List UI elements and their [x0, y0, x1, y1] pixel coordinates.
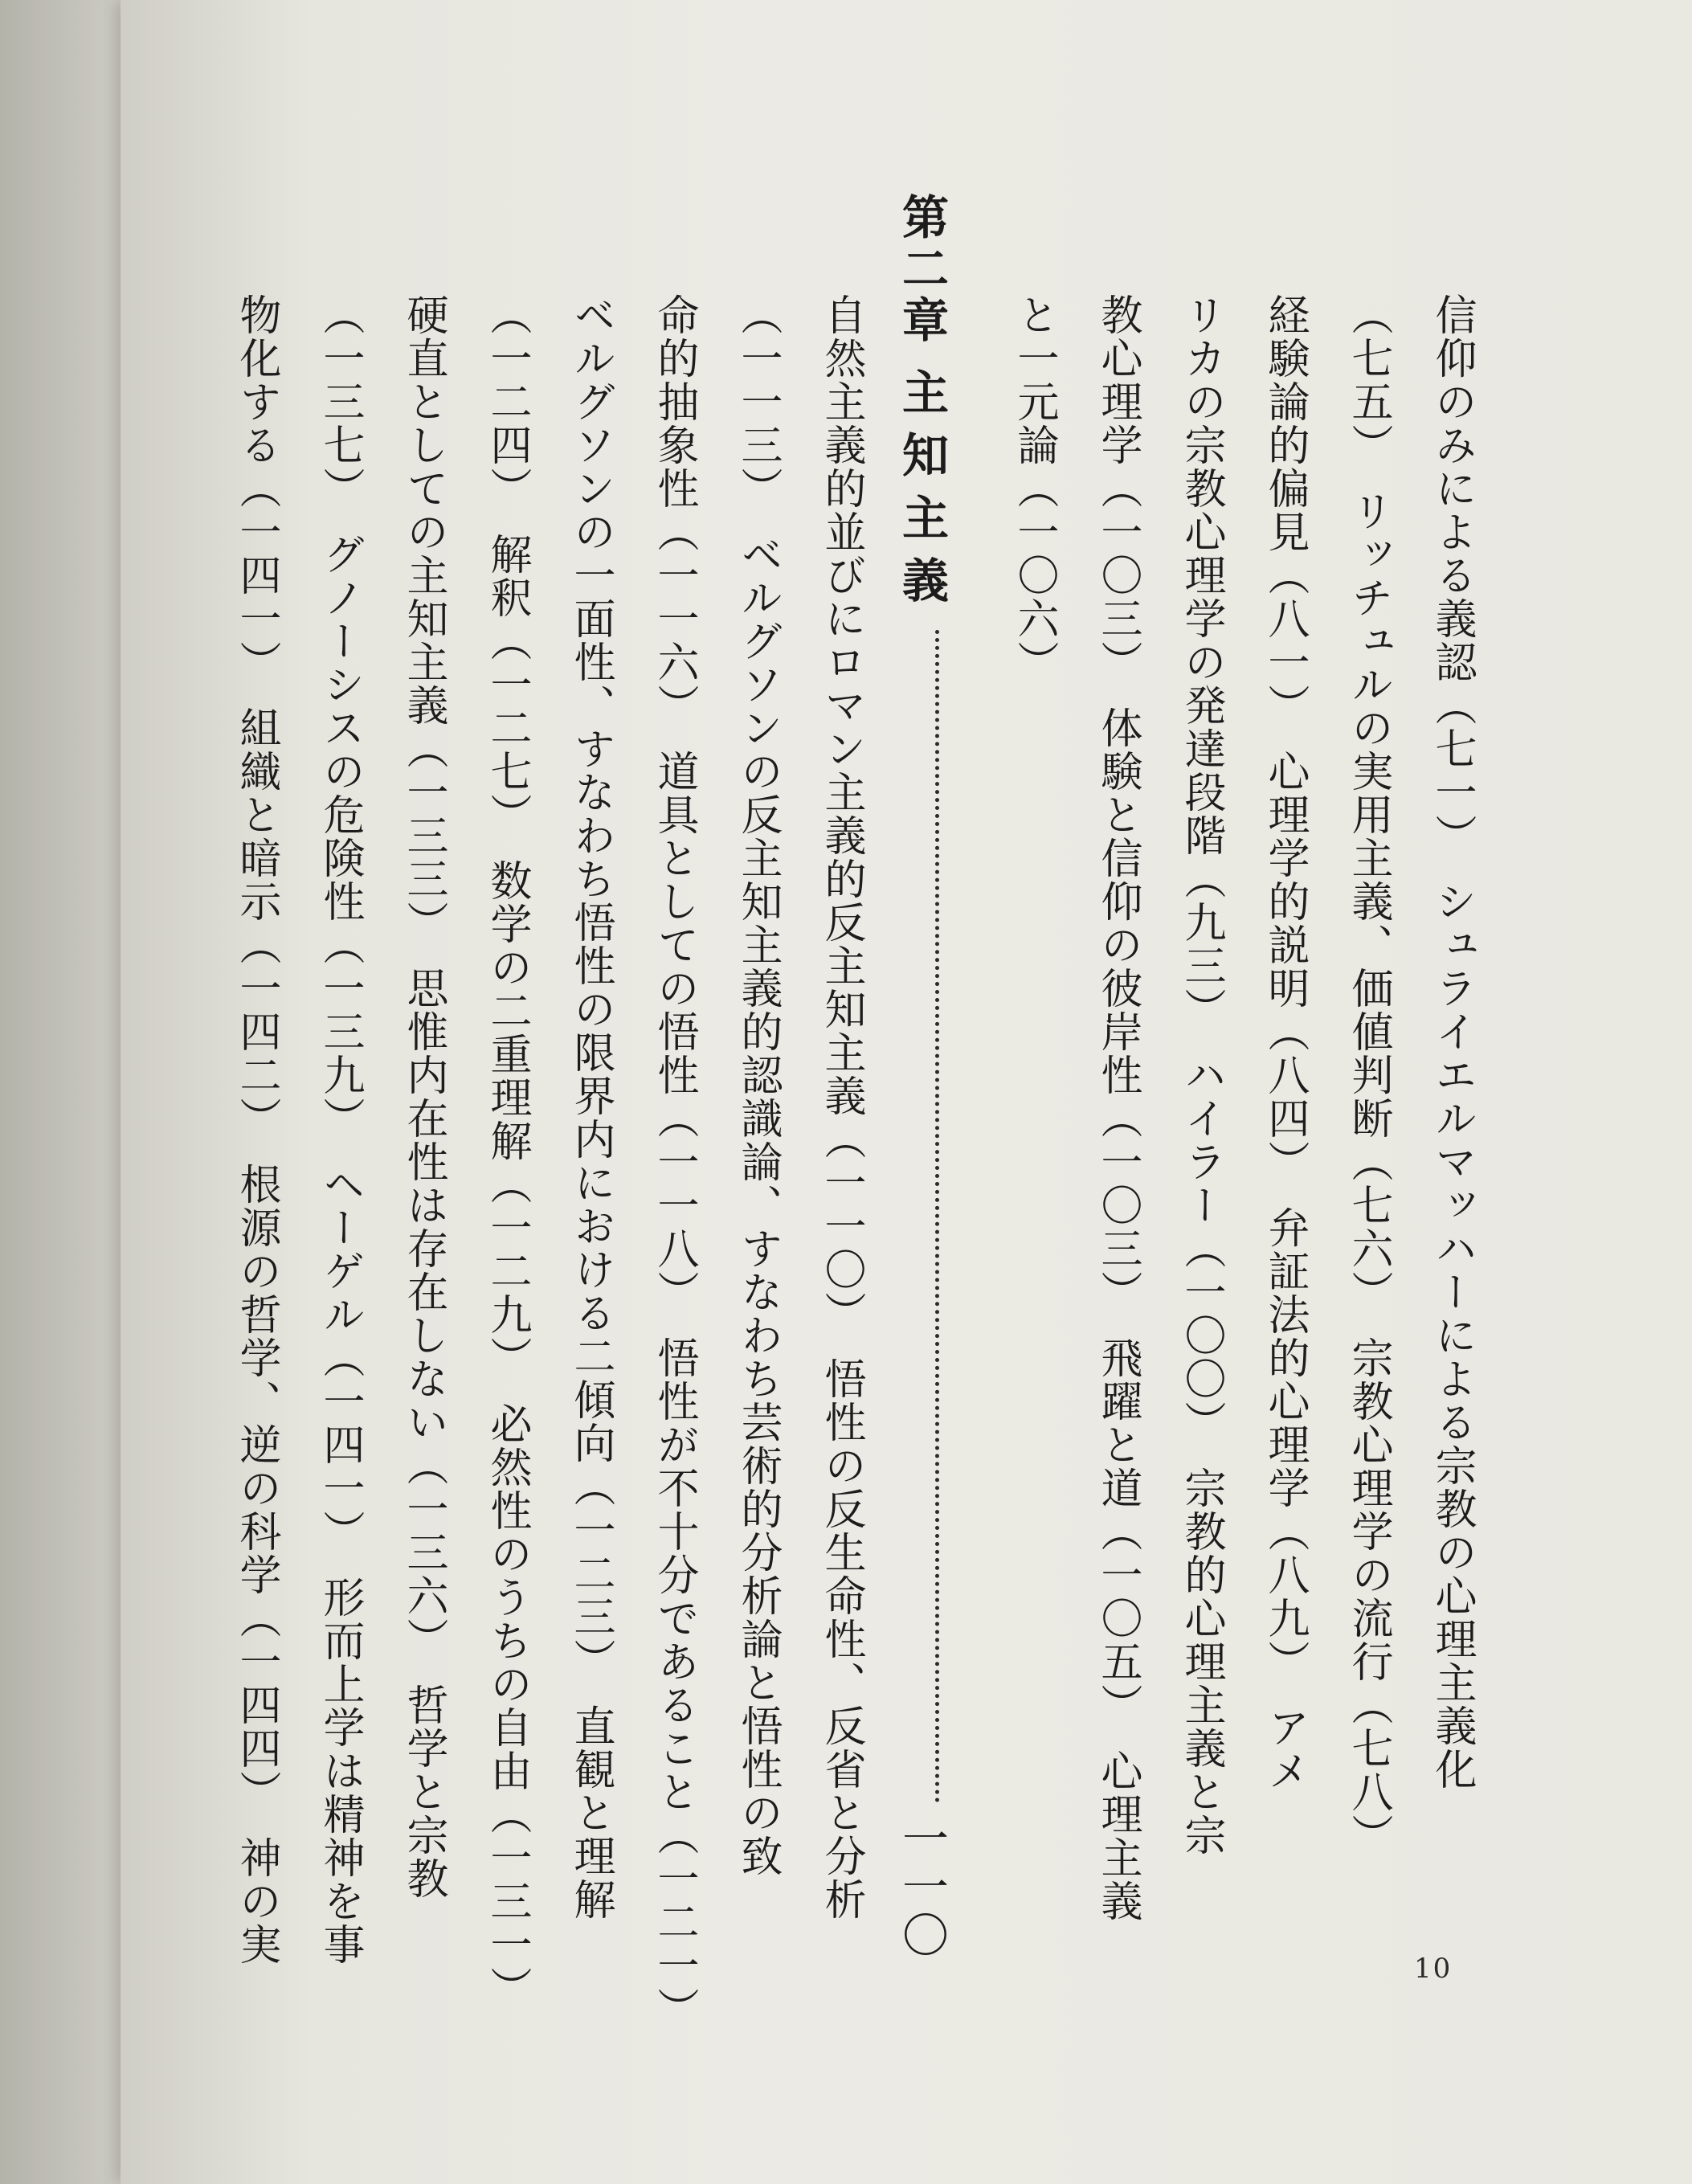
- toc-line: （一二四） 解釈（一二七） 数学の二重理解（一二九） 必然性のうちの自由（一三一）: [483, 293, 531, 2010]
- toc-line: 自然主義的並びにロマン主義的反主知主義（一一〇） 悟性の反生命性、反省と分析: [817, 293, 865, 1921]
- toc-line: と一元論（一〇六）: [1010, 293, 1058, 684]
- toc-line: 教心理学（一〇三） 体験と信仰の彼岸性（一〇三） 飛躍と道（一〇五） 心理主義: [1093, 293, 1142, 1923]
- toc-line: 硬直としての主知主義（一三三） 思惟内在性は存在しない（一三六） 哲学と宗教: [399, 293, 448, 1900]
- chapter-label: 第二章: [894, 193, 949, 347]
- dot-leader: [929, 630, 939, 1803]
- toc-line: （一三七） グノーシスの危険性（一三九） ヘーゲル（一四一） 形而上学は精神を事: [316, 293, 364, 1966]
- toc-line: 命的抽象性（一一六） 道具としての悟性（一一八） 悟性が不十分であること（一二一）: [650, 293, 698, 2031]
- toc-line: リカの宗教心理学の発達段階（九三） ハイラー（一〇〇） 宗教的心理主義と宗: [1177, 293, 1225, 1857]
- toc-line: （一一三） ベルグソンの反主知主義的認識論、すなわち芸術的分析論と悟性の致: [734, 293, 782, 1878]
- toc-line: 信仰のみによる義認（七一） シュライエルマッハーによる宗教の心理主義化: [1428, 293, 1476, 1791]
- page-number: 10: [1414, 1953, 1453, 1985]
- toc-line: （七五） リッチュルの実用主義、価値判断（七六） 宗教心理学の流行（七八）: [1344, 293, 1392, 1857]
- toc-line: 経験論的偏見（八一） 心理学的説明（八四） 弁証法的心理学（八九） アメ: [1261, 293, 1309, 1793]
- chapter-title: 主知主義: [894, 368, 949, 619]
- chapter-page-number: 一一〇: [894, 1814, 949, 1959]
- toc-line: 物化する（一四一） 組織と暗示（一四二） 根源の哲学、逆の科学（一四四） 神の実: [232, 293, 280, 1966]
- chapter-heading: [894, 193, 949, 1959]
- toc-line: ベルグソンの一面性、すなわち悟性の限界内における二傾向（一二三） 直観と理解: [566, 293, 615, 1921]
